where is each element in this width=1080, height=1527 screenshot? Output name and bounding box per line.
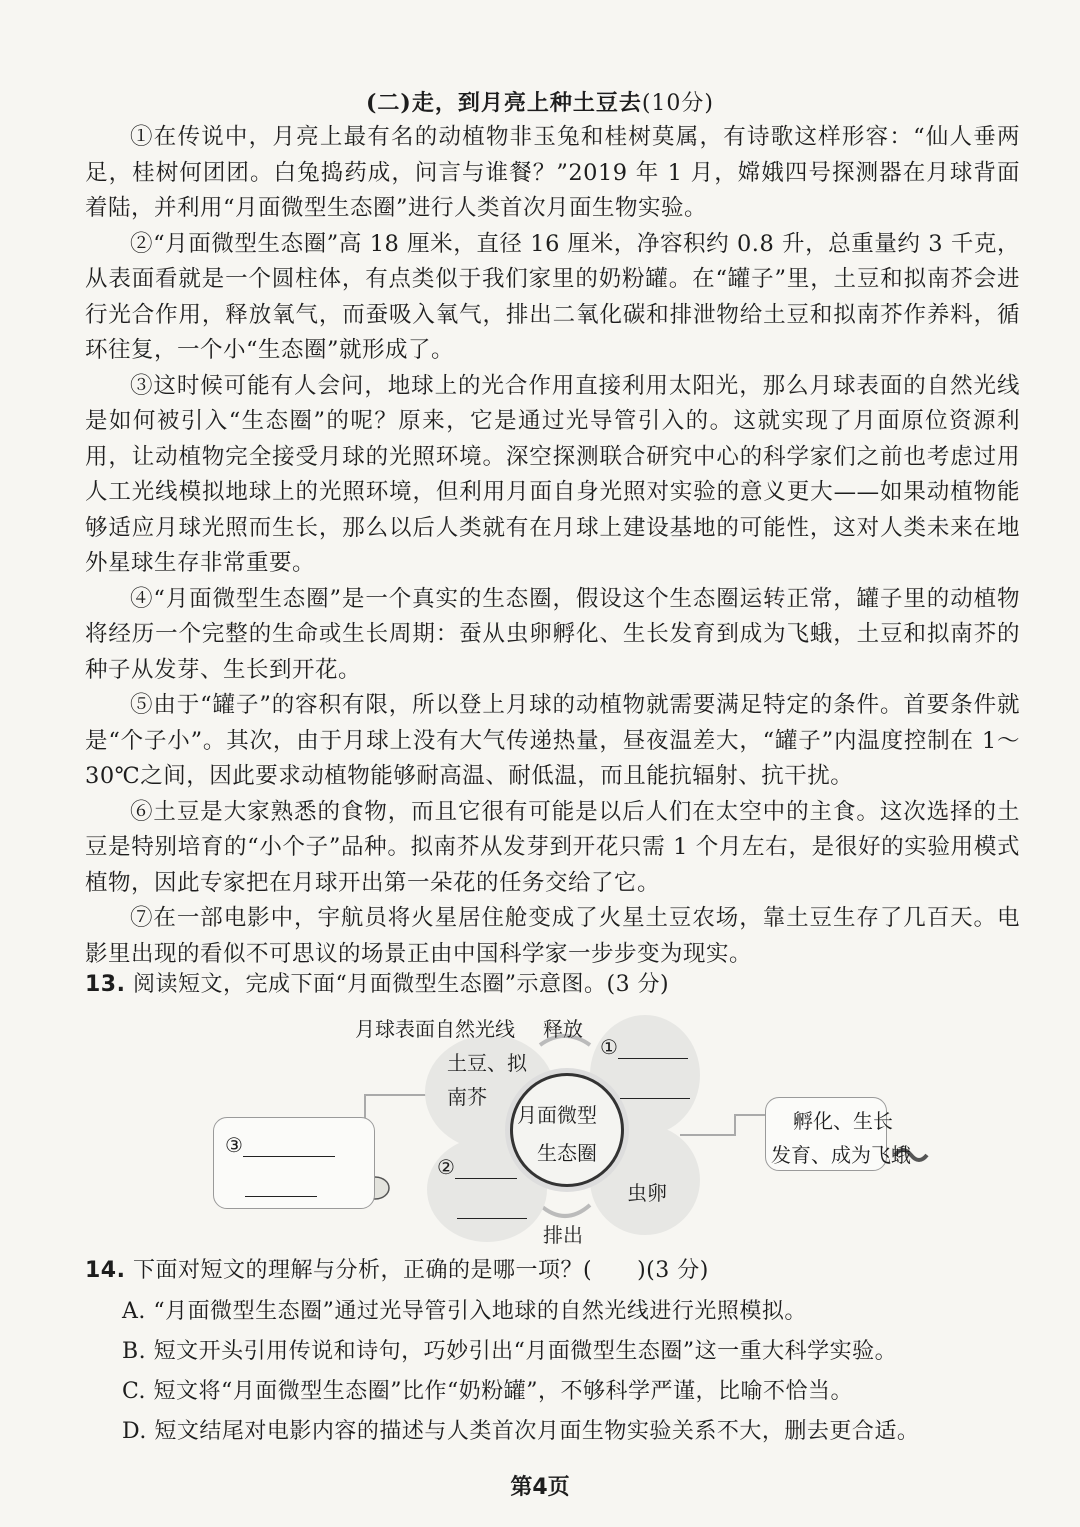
paragraph-3: ③这时候可能有人会问，地球上的光合作用直接利用太阳光，那么月球表面的自然光线是如何被引入“生态圈”的呢？原来，它是通过光导管引入的。这就实现了月面原位资源利用，让动植物完全接受月球的光照环境。深空探测联合研究中心的科学家们之前也考虑过用人工光线模拟地球上的光照环境，但利用月面自身光照对实验的意义更大——如果动植物能够适应月球光照而生长，那么以后人类就有在月球上建设基地的可能性，这对人类未来在地外星球生存非常重要。 — [85, 372, 1020, 576]
question-14-number: 14. — [85, 1258, 126, 1283]
paragraph-2: ②“月面微型生态圈”高 18 厘米，直径 16 厘米，净容积约 0.8 升，总重量约 3 千克，从表面看就是一个圆柱体，有点类似于我们家里的奶粉罐。在“罐子”里，土豆和拟南芥会进行光合作用，释放氧气，而蚕吸入氧气，排出二氧化碳和排泄物给土豆和拟南芥作养料，循环往复，一个小“生态圈”就形成了。 — [85, 230, 1020, 363]
growth-label-line1: 孵化、生长 — [793, 1109, 893, 1133]
question-14-text: 下面对短文的理解与分析，正确的是哪一项？( )(3 分) — [132, 1258, 709, 1283]
question-13-text: 阅读短文，完成下面“月面微型生态圈”示意图。(3 分) — [132, 972, 670, 997]
center-circle — [510, 1073, 624, 1187]
section-score: (10分) — [641, 91, 714, 116]
excrete-label: 排出 — [543, 1223, 583, 1247]
question-13-number: 13. — [85, 972, 126, 997]
center-label-line2: 生态圈 — [537, 1141, 597, 1165]
egg-label: 虫卵 — [627, 1181, 667, 1205]
blank-2-line-b — [457, 1217, 527, 1219]
blank-3-line-b-wrap — [245, 1173, 317, 1197]
page-number: 第4页 — [510, 1475, 570, 1500]
paragraph-4: ④“月面微型生态圈”是一个真实的生态圈，假设这个生态圈运转正常，罐子里的动植物将经历一个完整的生命或生长周期：蚕从虫卵孵化、生长发育到成为飞蛾，土豆和拟南芥的种子从发芽、生长到开花。 — [85, 585, 1020, 683]
option-d[interactable]: D. 短文结尾对电影内容的描述与人类首次月面生物实验关系不大，删去更合适。 — [122, 1419, 920, 1444]
blank-1 — [600, 1035, 688, 1059]
paragraph-6: ⑥土豆是大家熟悉的食物，而且它很有可能是以后人们在太空中的主食。这次选择的土豆是特别培育的“小个子”品种。拟南芥从发芽到开花只需 1 个月左右，是很好的实验用模式植物，因此专家把在月球开出第一朵花的任务交给了它。 — [85, 798, 1020, 896]
ecosystem-diagram — [205, 1005, 945, 1250]
blank-1-line-a — [618, 1057, 688, 1059]
light-label: 月球表面自然光线 — [355, 1017, 515, 1041]
option-a[interactable]: A. “月面微型生态圈”通过光导管引入地球的自然光线进行光照模拟。 — [122, 1299, 807, 1324]
section-title-text: (二)走，到月亮上种土豆去 — [366, 90, 642, 116]
blank-3-line-b — [245, 1195, 317, 1197]
option-b[interactable]: B. 短文开头引用传说和诗句，巧妙引出“月面微型生态圈”这一重大科学实验。 — [122, 1339, 898, 1364]
blank-2-line-b-wrap — [457, 1195, 527, 1219]
reading-passage — [85, 120, 1020, 972]
growth-label-line2: 发育、成为飞蛾 — [771, 1143, 911, 1167]
blank-2-marker: ② — [437, 1155, 455, 1179]
blank-2 — [437, 1155, 517, 1179]
plant-label-line2: 南芥 — [447, 1085, 487, 1109]
section-title — [0, 86, 1080, 117]
paragraph-7: ⑦在一部电影中，宇航员将火星居住舱变成了火星土豆农场，靠土豆生存了几百天。电影里出现的看似不可思议的场景正由中国科学家一步步变为现实。 — [85, 905, 1020, 967]
blank-1-line-b — [620, 1097, 690, 1099]
question-14 — [85, 1256, 709, 1286]
blank-2-line-a — [455, 1177, 517, 1179]
question-13 — [85, 970, 669, 1000]
blank-3-line-a — [243, 1155, 335, 1157]
center-label-line1: 月面微型 — [517, 1103, 597, 1127]
arrow-excrete — [540, 1205, 590, 1216]
blank-1-line-b-wrap — [620, 1075, 690, 1099]
question-14-options — [122, 1292, 1022, 1452]
paragraph-1: ①在传说中，月亮上最有名的动植物非玉兔和桂树莫属，有诗歌这样形容：“仙人垂两足，桂树何团团。白兔捣药成，问言与谁餐？”2019 年 1 月，嫦娥四号探测器在月球背面着陆，并利用“月面微型生态圈”进行人类首次月面生物实验。 — [85, 124, 1020, 221]
release-label: 释放 — [543, 1017, 583, 1041]
option-c[interactable]: C. 短文将“月面微型生态圈”比作“奶粉罐”，不够科学严谨，比喻不恰当。 — [122, 1379, 854, 1404]
plant-label-line1: 土豆、拟 — [447, 1051, 527, 1075]
blank-3 — [225, 1133, 335, 1157]
blank-3-marker: ③ — [225, 1133, 243, 1157]
blank-1-marker: ① — [600, 1035, 618, 1059]
paragraph-5: ⑤由于“罐子”的容积有限，所以登上月球的动植物就需要满足特定的条件。首要条件就是“个子小”。其次，由于月球上没有大气传递热量，昼夜温差大，“罐子”内温度控制在 1～30℃之间，因此要求动植物能够耐高温、耐低温，而且能抗辐射、抗干扰。 — [85, 692, 1020, 789]
